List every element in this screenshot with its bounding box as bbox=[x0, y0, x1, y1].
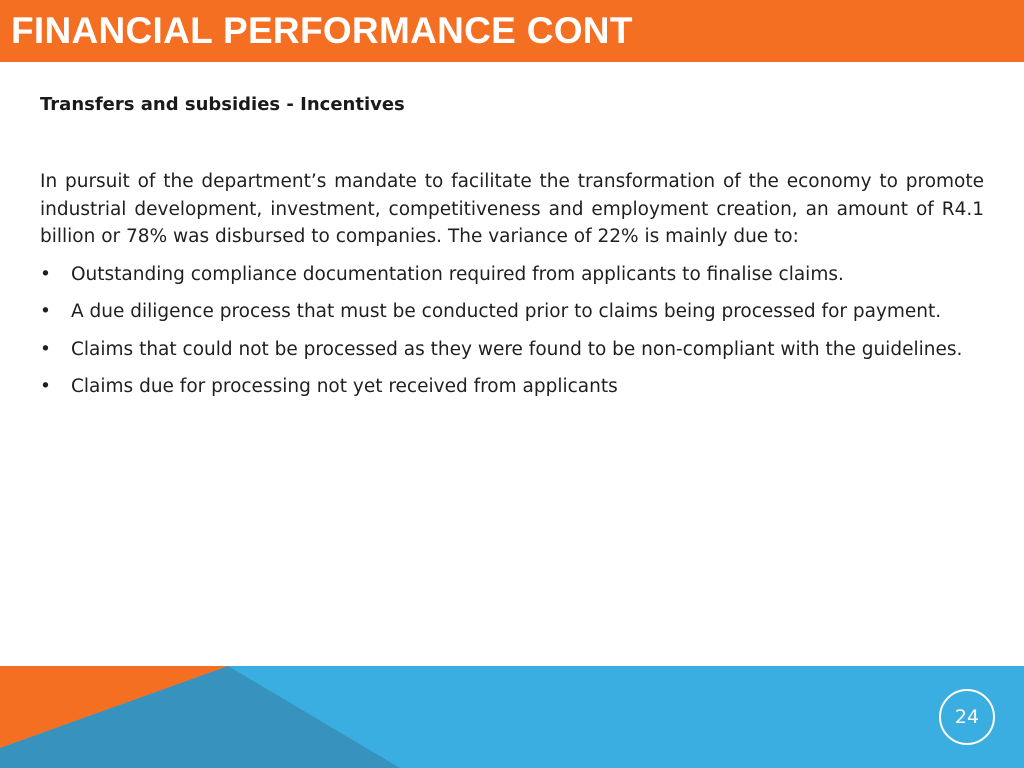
bullet-icon: • bbox=[40, 301, 51, 322]
slide-title: FINANCIAL PERFORMANCE CONT bbox=[11, 10, 633, 51]
bullet-icon: • bbox=[40, 338, 51, 360]
footer-graphic bbox=[0, 666, 1024, 768]
bullet-item bbox=[40, 261, 984, 289]
title-bar bbox=[0, 0, 1024, 62]
section-heading: Transfers and subsidies - Incentives bbox=[40, 94, 405, 115]
bullet-text: Outstanding compliance documentation required from applicants to finalise claims. bbox=[71, 263, 844, 285]
page-number: 24 bbox=[939, 689, 995, 745]
slide-body bbox=[40, 168, 984, 411]
bullet-icon: • bbox=[40, 263, 51, 285]
bullet-item bbox=[40, 336, 984, 364]
bullet-item bbox=[40, 298, 984, 326]
bullet-icon: • bbox=[40, 376, 51, 397]
bullet-list bbox=[40, 261, 984, 401]
bullet-text: Claims that could not be processed as they were found to be non-compliant with the guidelines. bbox=[71, 338, 963, 360]
bullet-text: A due diligence process that must be conducted prior to claims being processed for payment. bbox=[71, 301, 942, 322]
footer-band bbox=[0, 666, 1024, 768]
bullet-text: Claims due for processing not yet received from applicants bbox=[71, 376, 618, 397]
intro-paragraph: In pursuit of the department’s mandate to facilitate the transformation of the economy to promote industrial development, investment, competitiveness and employment creation, an amount of R4.1 billion or 78% was disbursed to companies. The variance of 22% is mainly due to: bbox=[40, 171, 984, 247]
bullet-item bbox=[40, 373, 984, 401]
